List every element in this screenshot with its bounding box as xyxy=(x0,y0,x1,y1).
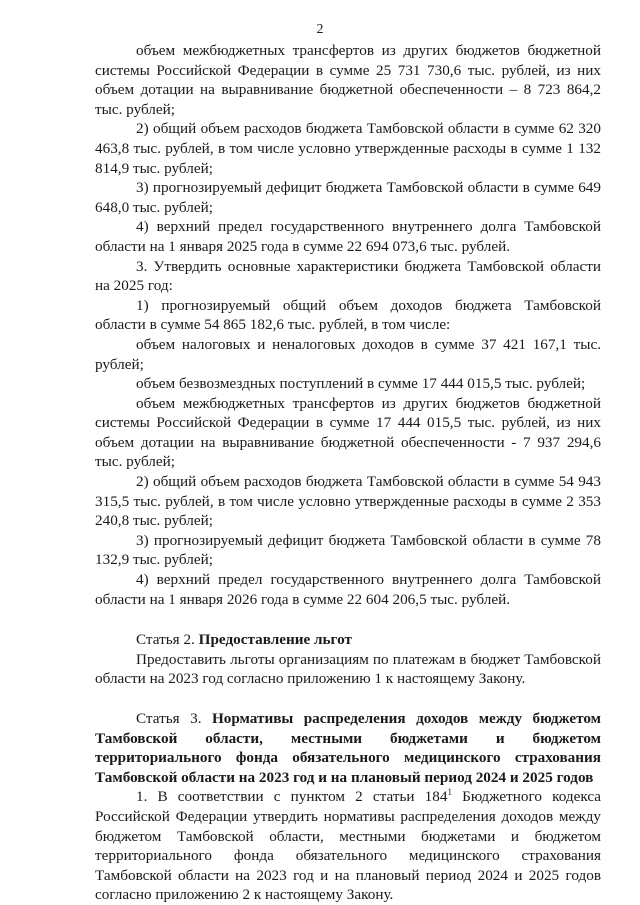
article-2-text: Предоставить льготы организациям по платежам в бюджет Тамбовской области на 2023 год согласно приложению 1 к настоящему Закону. xyxy=(95,650,601,688)
article-2-prefix: Статья 2. xyxy=(136,631,199,649)
article-3-prefix: Статья 3. xyxy=(136,710,212,727)
paragraph-deficit-2025: 3) прогнозируемый дефицит бюджета Тамбовской области в сумме 78 132,9 тыс. рублей; xyxy=(95,531,601,569)
paragraph-revenue-2025: 1) прогнозируемый общий объем доходов бюджета Тамбовской области в сумме 54 865 182,6 тыс. рублей, в том числе: xyxy=(95,296,601,334)
paragraph-transfers-2024: объем межбюджетных трансфертов из других бюджетов бюджетной системы Российской Федерации в сумме 25 731 730,6 тыс. рублей, из них объем дотации на выравнивание бюджетной обеспеченности – 8 723 864,2 тыс. рублей; xyxy=(95,42,601,118)
paragraph-item-3: 3. Утвердить основные характеристики бюджета Тамбовской области на 2025 год: xyxy=(95,257,601,295)
article-3-text-a: 1. В соответствии с пунктом 2 статьи 184 xyxy=(136,788,448,806)
article-3-title: Нормативы распределения доходов между бюджетом Тамбовской области, местными бюджетами и бюджетом территориального фонда обязательного медицинского страхования Тамбовской области на 2023 год и на плановый период 2024 и 2025 годов xyxy=(95,710,601,786)
paragraph-debt-2025: 4) верхний предел государственного внутреннего долга Тамбовской области на 1 января 2026 года в сумме 22 604 206,5 тыс. рублей. xyxy=(95,571,601,608)
paragraph-transfers-2025: объем межбюджетных трансфертов из других бюджетов бюджетной системы Российской Федерации в сумме 17 444 015,5 тыс. рублей, из них объем дотации на выравнивание бюджетной обеспеченности - 7 937 294,6 тыс. рублей; xyxy=(95,394,601,471)
paragraph-expenses-2024: 2) общий объем расходов бюджета Тамбовской области в сумме 62 320 463,8 тыс. рублей, в том числе условно утвержденные расходы в сумме 1 132 814,9 тыс. рублей; xyxy=(95,120,601,177)
article-3-text-b: Бюджетного кодекса Российской Федерации утвердить нормативы распределения доходов между бюджетом Тамбовской области, местными бюджетами и бюджетом территориального фонда обязательного медицинского страхования Тамбовской области на 2023 год и на плановый период 2024 и 2025 годов согласно приложению 2 к настоящему Закону. xyxy=(95,788,601,904)
article-3-superscript: 1 xyxy=(447,787,452,798)
paragraph-deficit-2024: 3) прогнозируемый дефицит бюджета Тамбовской области в сумме 649 648,0 тыс. рублей; xyxy=(95,179,601,216)
article-2-title: Предоставление льгот xyxy=(198,631,352,649)
article-3-item-1 xyxy=(95,787,601,905)
paragraph-debt-2024: 4) верхний предел государственного внутреннего долга Тамбовской области на 1 января 2025 года в сумме 22 694 073,6 тыс. рублей. xyxy=(95,218,601,255)
article-3-heading xyxy=(95,709,601,787)
document-body xyxy=(95,41,601,905)
paragraph-expenses-2025: 2) общий объем расходов бюджета Тамбовской области в сумме 54 943 315,5 тыс. рублей, в том числе условно утвержденные расходы в сумме 2 353 240,8 тыс. рублей; xyxy=(95,473,601,530)
paragraph-tax-revenue-2025: объем налоговых и неналоговых доходов в сумме 37 421 167,1 тыс. рублей; xyxy=(95,335,601,373)
article-2-heading xyxy=(95,630,601,650)
page-number: 2 xyxy=(316,22,324,37)
paragraph-grants-2025: объем безвозмездных поступлений в сумме 17 444 015,5 тыс. рублей; xyxy=(136,375,586,393)
